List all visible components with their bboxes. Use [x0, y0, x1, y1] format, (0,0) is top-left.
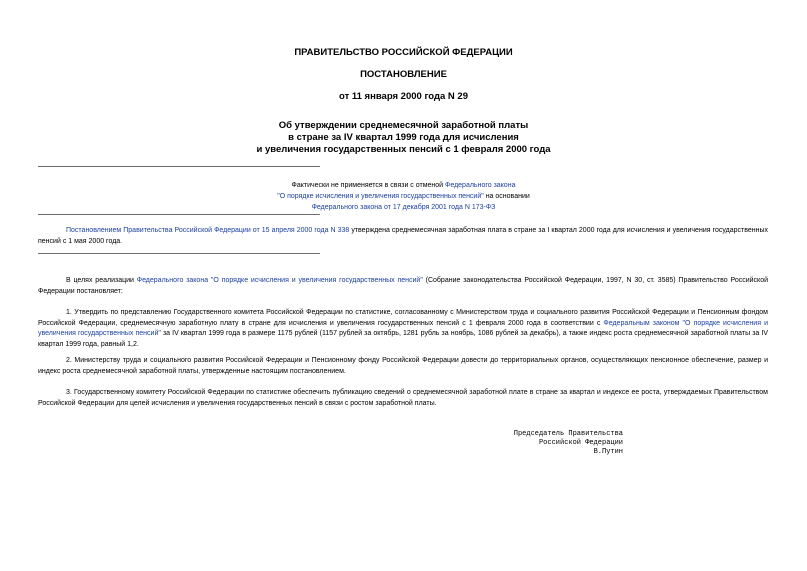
document-date-number: от 11 января 2000 года N 29: [339, 91, 468, 102]
federal-law-pensions-link[interactable]: Федерального закона "О порядке исчисления и увеличения государственных пенсий": [136, 277, 423, 284]
federal-law-link[interactable]: Федерального закона: [445, 182, 516, 189]
item-3-paragraph: 3. Государственному комитету Российской Федерации по статистике обеспечить публикацию сведений о среднемесячной заработной плате в стране за квартал и индексе ее роста, утверждаемых Правительством Российской Федерации для целей исчисления и увеличения государственных пенсий в связи с ростом заработной платы.: [38, 389, 768, 407]
federal-law-173-link[interactable]: Федерального закона от 17 декабря 2001 года N 173-ФЗ: [311, 204, 496, 211]
document-type: ПОСТАНОВЛЕНИЕ: [360, 69, 447, 80]
government-name: ПРАВИТЕЛЬСТВО РОССИЙСКОЙ ФЕДЕРАЦИИ: [294, 47, 513, 58]
status-note-text: Фактически не применяется в связи с отменой: [291, 182, 446, 189]
title-line-3: и увеличения государственных пенсий с 1 февраля 2000 года: [256, 144, 551, 155]
signature-line-2: Российской Федерации: [538, 439, 623, 447]
separator-rule: [38, 214, 320, 215]
signature-name: В.Путин: [593, 448, 623, 456]
document-title: [0, 120, 807, 156]
item-1-paragraph: 1. Утвердить по представлению Государственного комитета Российской Федерации по статистике, согласованному с Министерством труда и социального развития Российской Федерации и Пенсионным фондом Российской Федерации, среднемесячную заработную плату в стране для исчисления и увеличения государственных пенсий с 1 февраля 2000 года в соответствии с Федеральным законом "О порядке исчисления и увеличения государственных пенсий" за IV квартал 1999 года в размере 1175 рублей (1157 рублей за октябрь, 1281 рубль за ноябрь, 1086 рублей за декабрь), а также индекс роста среднемесячной заработной платы за IV квартал 1999 года, равный 1,2.: [38, 309, 768, 348]
title-line-2: в стране за IV квартал 1999 года для исчисления: [288, 132, 519, 143]
separator-rule: [38, 166, 320, 167]
status-note: [0, 180, 807, 213]
title-line-1: Об утверждении среднемесячной заработной платы: [278, 120, 529, 131]
item-2-paragraph: 2. Министерству труда и социального развития Российской Федерации и Пенсионному фонду Российской Федерации довести до территориальных органов, осуществляющих пенсионное обеспечение, размер и индекс роста среднемесячной заработной платы, утвержденные настоящим постановлением.: [38, 357, 768, 375]
signature-block: [514, 430, 623, 457]
federal-law-link-item1[interactable]: Федеральным законом "О порядке исчисления и увеличения государственных пенсий": [38, 319, 768, 337]
pension-law-link[interactable]: "О порядке исчисления и увеличения государственных пенсий": [277, 193, 484, 200]
preamble-paragraph: В целях реализации Федерального закона "О порядке исчисления и увеличения государственных пенсий" (Собрание законодательства Российской Федерации, 1997, N 30, ст. 3585) Правительство Российской Федерации постановляет:: [38, 277, 768, 295]
reference-note: Постановлением Правительства Российской Федерации от 15 апреля 2000 года N 338 утверждена среднемесячная заработная плата в стране за I квартал 2000 года для исчисления и увеличения государственных пенсий с 1 мая 2000 года.: [38, 227, 768, 245]
resolution-338-link[interactable]: Постановлением Правительства Российской Федерации от 15 апреля 2000 года N 338: [66, 227, 350, 234]
status-note-text-2: на основании: [483, 193, 530, 200]
signature-line-1: Председатель Правительства: [513, 430, 623, 438]
separator-rule: [38, 253, 320, 254]
